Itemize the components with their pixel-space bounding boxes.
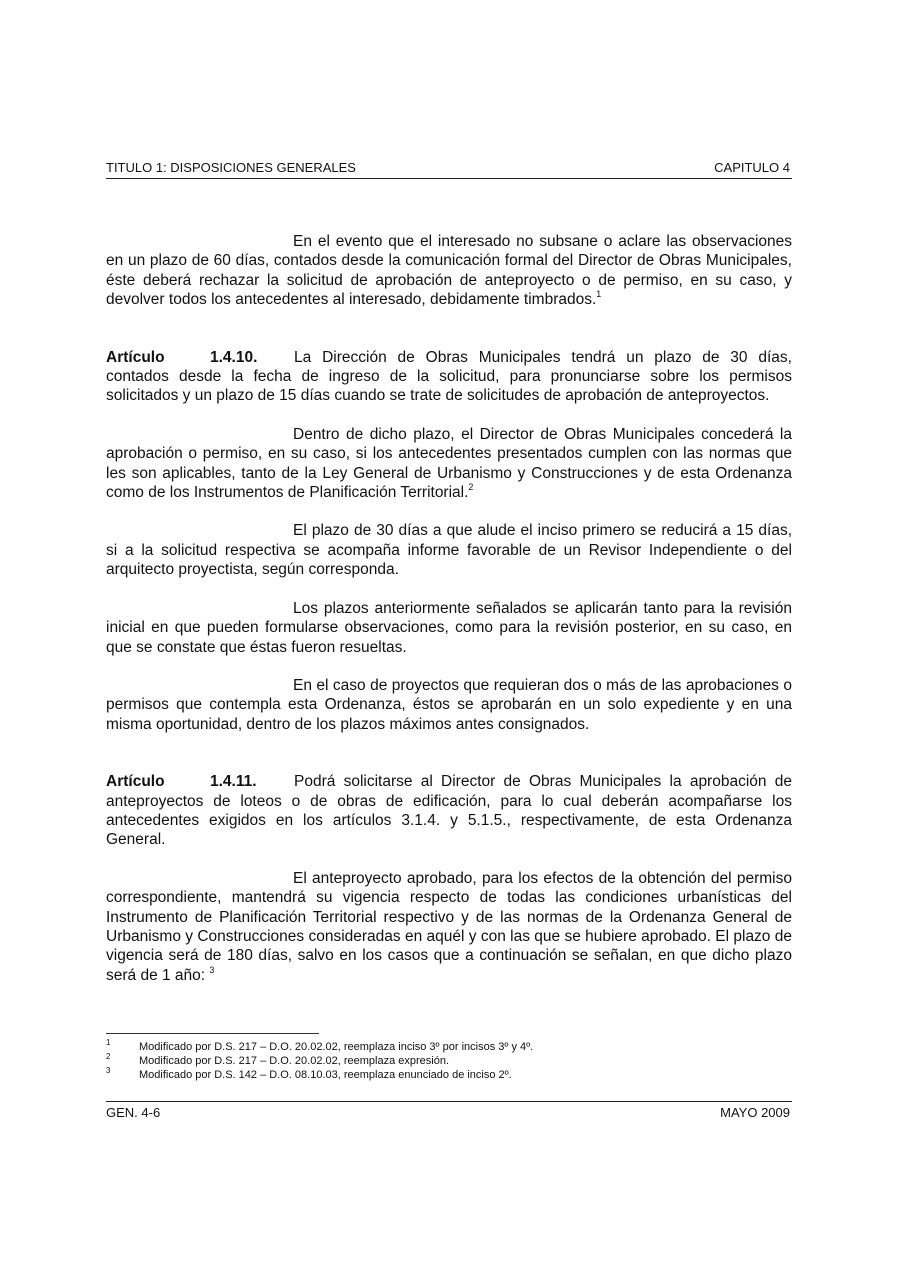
footnote-text: Modificado por D.S. 217 – D.O. 20.02.02, reemplaza expresión. bbox=[139, 1055, 450, 1067]
article-number: 1.4.10. bbox=[210, 348, 258, 366]
document-body bbox=[106, 232, 792, 985]
paragraph: En el caso de proyectos que requieran dos o más de las aprobaciones o permisos que contempla esta Ordenanza, éstos se aprobarán en un solo expediente y en una misma oportunidad, dentro de los plazos máximos antes consignados. bbox=[106, 676, 792, 733]
footnote-number: 2 bbox=[106, 1052, 111, 1061]
footnote-number: 3 bbox=[106, 1066, 111, 1075]
footnote-text: Modificado por D.S. 142 – D.O. 08.10.03, reemplaza enunciado de inciso 2º. bbox=[139, 1069, 512, 1081]
footnote bbox=[106, 1054, 792, 1068]
header-chapter: CAPITULO 4 bbox=[714, 160, 790, 175]
paragraph bbox=[106, 869, 792, 985]
footnotes bbox=[106, 1040, 792, 1082]
document-page bbox=[106, 0, 792, 1280]
article-1-4-10 bbox=[106, 348, 792, 406]
page-header bbox=[106, 160, 792, 179]
article-number: 1.4.11. bbox=[210, 773, 257, 791]
footnote-ref: 3 bbox=[209, 964, 215, 975]
footnote-divider bbox=[106, 1033, 319, 1034]
article-label: Artículo bbox=[106, 348, 165, 366]
footer-date: MAYO 2009 bbox=[720, 1105, 790, 1120]
article-text: Podrá solicitarse al Director de Obras Municipales la aprobación de anteproyectos de loteos o de obras de edificación, para lo cual deberán acompañarse los antecedentes exigidos en los artículos 3.1.4. y 5.1.5., respectivamente, de esta Ordenanza General. bbox=[106, 773, 792, 849]
article-1-4-11 bbox=[106, 772, 792, 850]
page-footer bbox=[106, 1101, 792, 1120]
footnote-ref: 2 bbox=[468, 482, 474, 493]
paragraph: El plazo de 30 días a que alude el inciso primero se reducirá a 15 días, si a la solicitud respectiva se acompaña informe favorable de un Revisor Independiente o del arquitecto proyectista, según corresponda. bbox=[106, 522, 792, 579]
paragraph-text: Dentro de dicho plazo, el Director de Obras Municipales concederá la aprobación o permiso, en su caso, si los antecedentes presentados cumplen con las normas que les son aplicables, tanto de la Ley General de Urbanismo y Construcciones y de esta Ordenanza como de los Instrumentos de Planificación Territorial. bbox=[106, 425, 792, 502]
paragraph bbox=[106, 425, 792, 503]
footer-page-id: GEN. 4-6 bbox=[106, 1105, 161, 1120]
paragraph: Los plazos anteriormente señalados se aplicarán tanto para la revisión inicial en que pueden formularse observaciones, como para la revisión posterior, en su caso, en que se constate que éstas fueron resueltas. bbox=[106, 599, 792, 656]
paragraph bbox=[106, 232, 792, 310]
footnote-text: Modificado por D.S. 217 – D.O. 20.02.02, reemplaza inciso 3º por incisos 3º y 4º. bbox=[139, 1041, 534, 1053]
paragraph-text: El anteproyecto aprobado, para los efectos de la obtención del permiso correspondiente, mantendrá su vigencia respecto de todas las condiciones urbanísticas del Instrumento de Planificación Territorial respectivo y de las normas de la Ordenanza General de Urbanismo y Construcciones consideradas en aquél y con las que se hubiere aprobado. El plazo de vigencia será de 180 días, salvo en los casos que a continuación se señalan, en que dicho plazo será de 1 año: bbox=[106, 869, 792, 984]
article-text: La Dirección de Obras Municipales tendrá un plazo de 30 días, contados desde la fecha de ingreso de la solicitud, para pronunciarse sobre los permisos solicitados y un plazo de 15 días cuando se trate de solicitudes de aprobación de anteproyectos. bbox=[106, 348, 792, 405]
article-label: Artículo bbox=[106, 773, 165, 791]
footnote-number: 1 bbox=[106, 1038, 111, 1047]
footnote-ref: 1 bbox=[596, 289, 602, 300]
footnote bbox=[106, 1040, 792, 1054]
header-title: TITULO 1: DISPOSICIONES GENERALES bbox=[106, 160, 356, 175]
paragraph-text: En el evento que el interesado no subsane o aclare las observaciones en un plazo de 60 días, contados desde la comunicación formal del Director de Obras Municipales, éste deberá rechazar la solicitud de aprobación de anteproyecto o de permiso, en su caso, y devolver todos los antecedentes al interesado, debidamente timbrados. bbox=[106, 233, 792, 309]
footnote bbox=[106, 1068, 792, 1082]
